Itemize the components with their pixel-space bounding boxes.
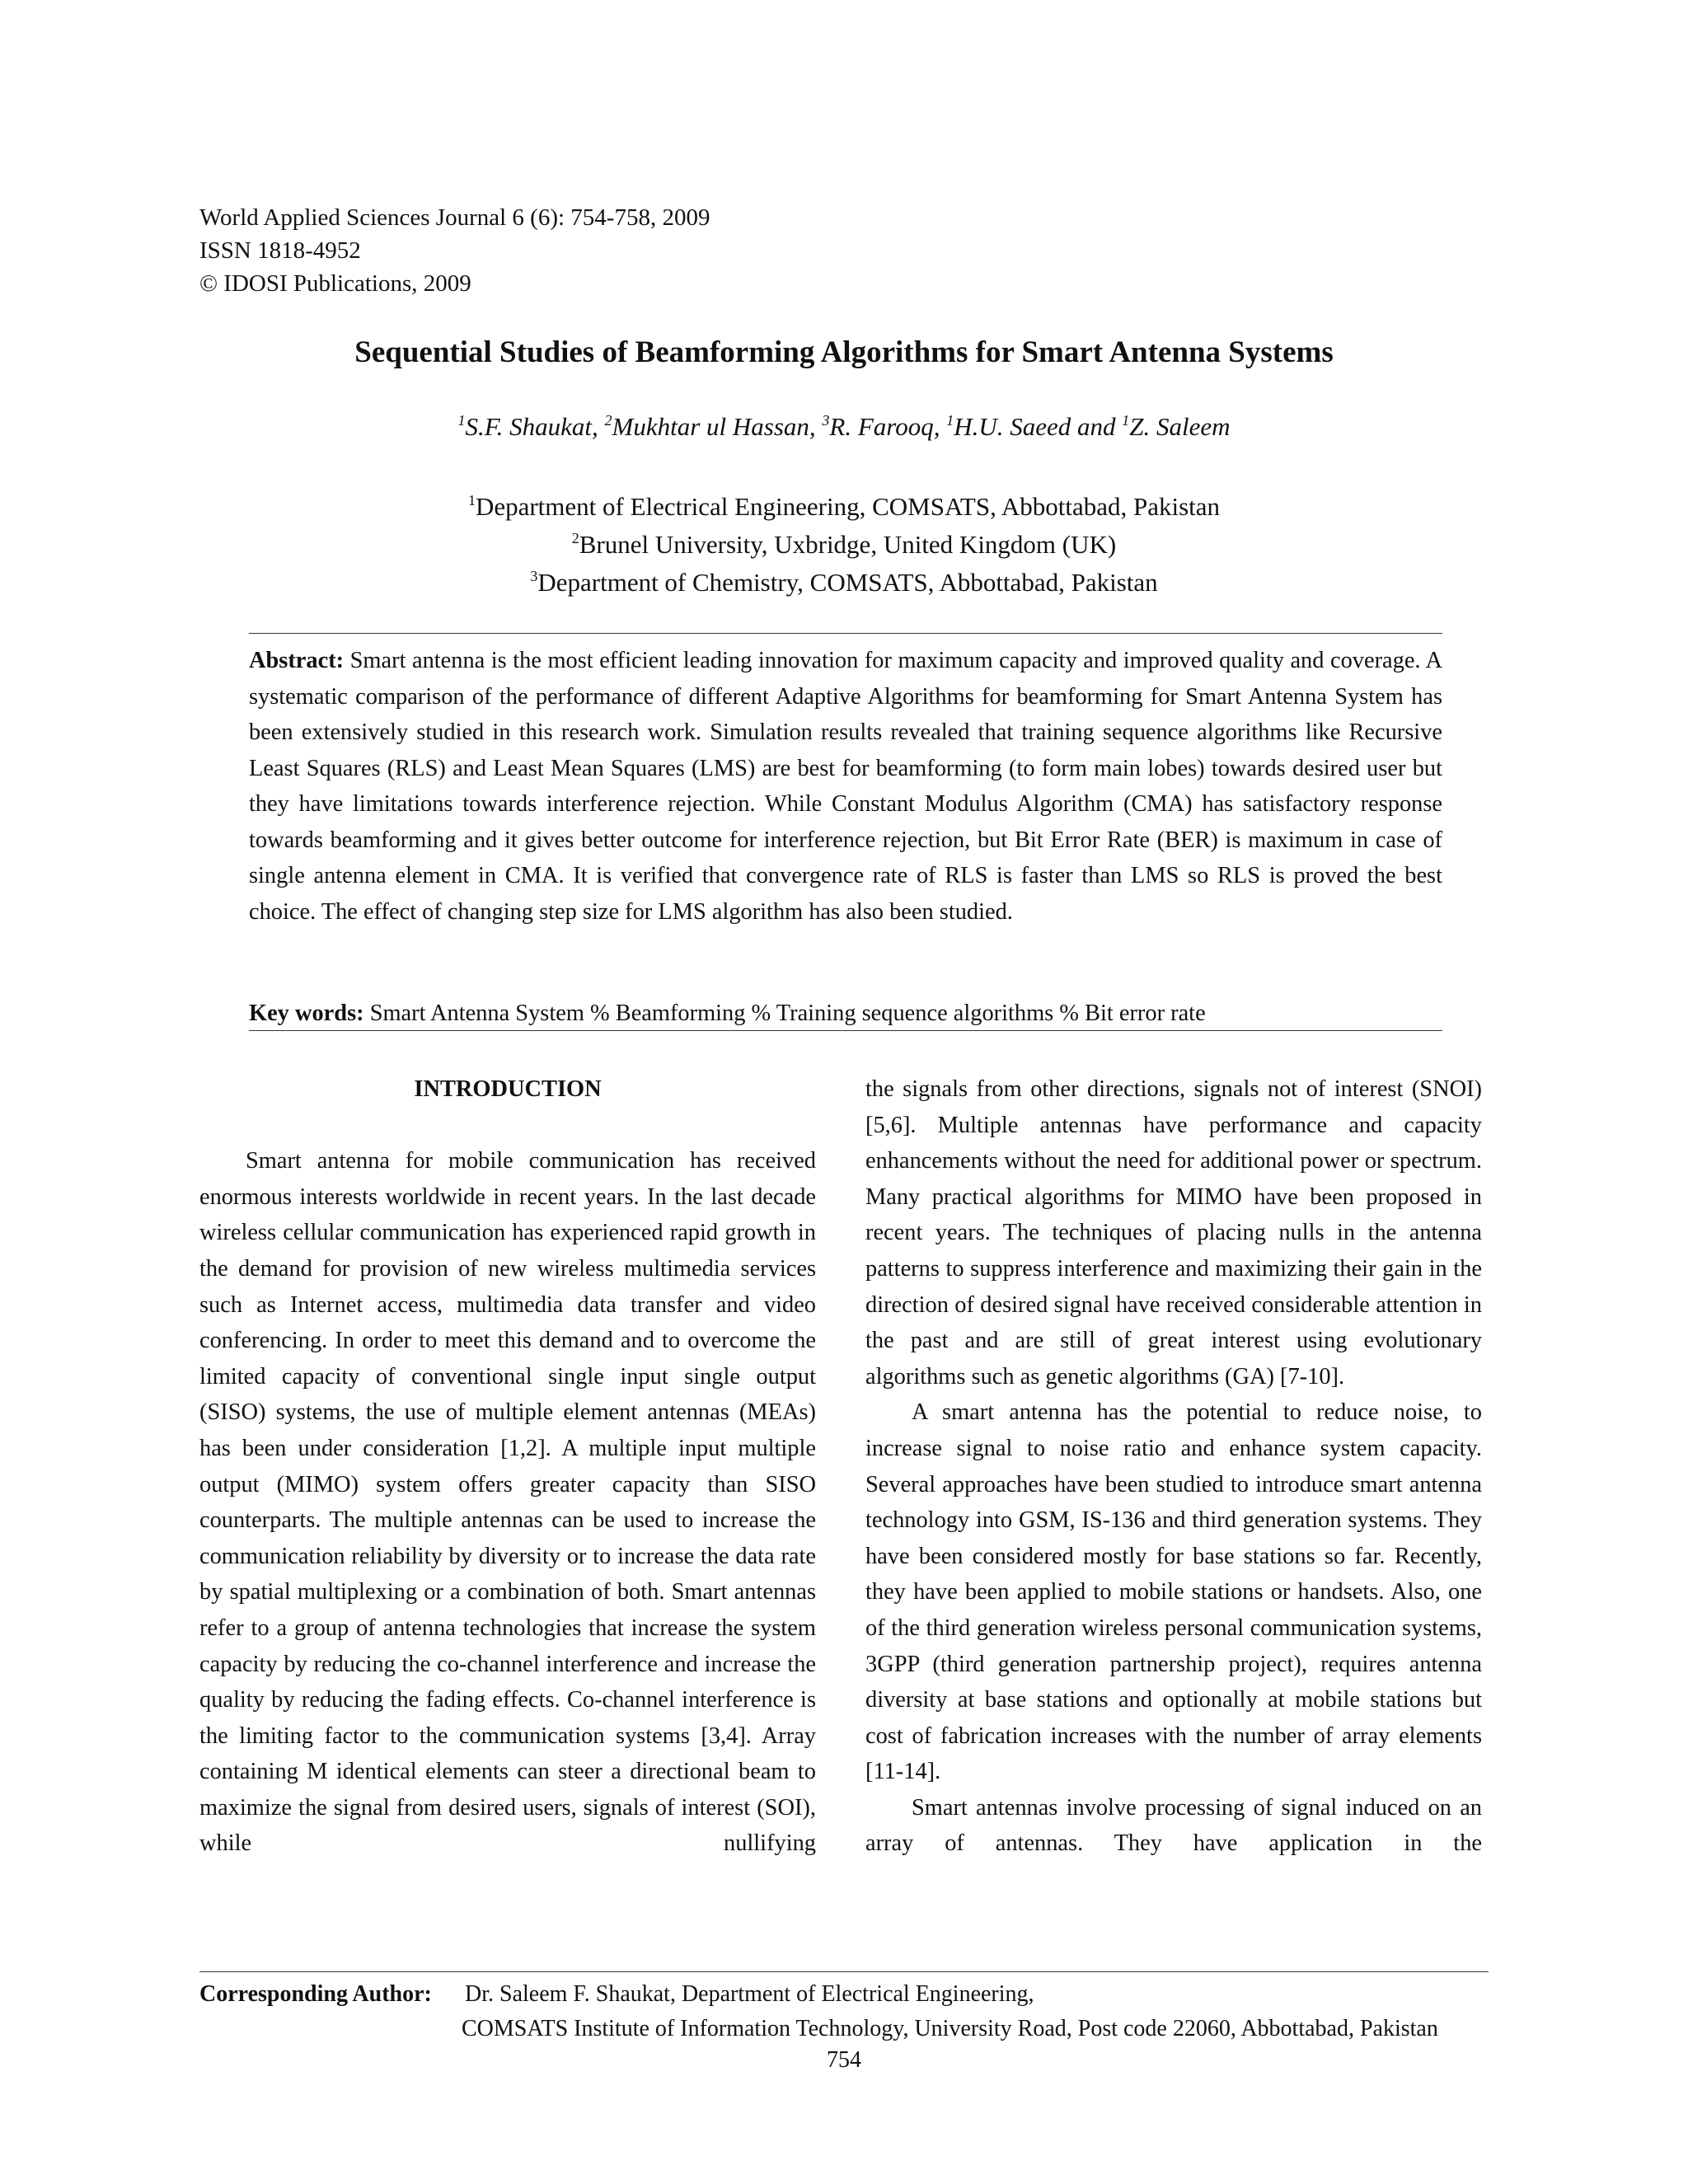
affiliation-sup: 2 bbox=[571, 530, 579, 546]
journal-issn: ISSN 1818-4952 bbox=[199, 237, 361, 264]
affiliation bbox=[0, 564, 1688, 602]
keywords-bottom-rule bbox=[249, 1030, 1442, 1031]
journal-header bbox=[199, 201, 710, 300]
affiliation-text: Department of Chemistry, COMSATS, Abbottabad, Pakistan bbox=[537, 568, 1158, 597]
affiliation-sup: 3 bbox=[530, 568, 538, 584]
paper-title: Sequential Studies of Beamforming Algorithms for Smart Antenna Systems bbox=[354, 335, 1334, 369]
journal-citation: World Applied Sciences Journal 6 (6): 754-758, 2009 bbox=[199, 204, 710, 231]
section-heading-introduction: INTRODUCTION bbox=[414, 1076, 602, 1102]
keywords-text: Smart Antenna System % Beamforming % Training sequence algorithms % Bit error rate bbox=[369, 1001, 1206, 1026]
affiliation-sup: 1 bbox=[467, 492, 476, 509]
author-list bbox=[0, 410, 1688, 443]
corresponding-author-label: Corresponding Author: bbox=[199, 1981, 432, 2007]
author-sup: 2 bbox=[604, 412, 612, 429]
affiliation bbox=[0, 488, 1688, 526]
intro-paragraph-right-3: Smart antennas involve processing of signal induced on an array of antennas. They have application in the bbox=[865, 1794, 1482, 1857]
right-column bbox=[865, 1071, 1482, 1862]
author-name: H.U. Saeed and bbox=[954, 412, 1123, 441]
author-name: Z. Saleem bbox=[1129, 412, 1231, 441]
affiliation-list bbox=[0, 488, 1688, 602]
author-sup: 1 bbox=[457, 412, 466, 429]
keywords bbox=[249, 997, 1442, 1030]
affiliation-text: Department of Electrical Engineering, COMSATS, Abbottabad, Pakistan bbox=[475, 492, 1221, 521]
intro-paragraph-right-2: A smart antenna has the potential to reduce noise, to increase signal to noise ratio and enhance system capacity. Several approaches have been studied to introduce smart antenna technology into GSM, IS-136 and third generation systems. They have been considered mostly for base stations so far. Recently, they have been applied to mobile stations or handsets. Also, one of the third generation wireless personal communication systems, 3GPP (third generation partnership project), requires antenna diversity at base stations and optionally at mobile stations but cost of fabrication increases with the number of array elements [11-14]. bbox=[865, 1399, 1482, 1785]
affiliation bbox=[0, 526, 1688, 564]
abstract bbox=[249, 643, 1442, 930]
intro-paragraph-right-1: the signals from other directions, signals not of interest (SNOI) [5,6]. Multiple antennas have performance and capacity enhancements without the need for additional power or spectrum. Many practical algorithms for MIMO have been proposed in recent years. The techniques of placing nulls in the antenna patterns to suppress interference and maximizing their gain in the direction of desired signal have received considerable attention in the past and are still of great interest using evolutionary algorithms such as genetic algorithms (GA) [7-10]. bbox=[865, 1076, 1482, 1390]
footer-rule bbox=[199, 1971, 1489, 1972]
journal-publisher: © IDOSI Publications, 2009 bbox=[199, 270, 471, 297]
abstract-top-rule bbox=[249, 633, 1442, 634]
abstract-label: Abstract: bbox=[249, 648, 345, 673]
corresponding-author-line-1: Dr. Saleem F. Shaukat, Department of Electrical Engineering, bbox=[465, 1981, 1034, 2007]
abstract-text: Smart antenna is the most efficient leading innovation for maximum capacity and improved quality and coverage. A systematic comparison of the performance of different Adaptive Algorithms for beamforming for Smart Antenna System has been extensively studied in this research work. Simulation results revealed that training sequence algorithms like Recursive Least Squares (RLS) and Least Mean Squares (LMS) are best for beamforming (to form main lobes) towards desired user but they have limitations towards interference rejection. While Constant Modulus Algorithm (CMA) has satisfactory response towards beamforming and it gives better outcome for interference rejection, but Bit Error Rate (BER) is maximum in case of single antenna element in CMA. It is verified that convergence rate of RLS is faster than LMS so RLS is proved the best choice. The effect of changing step size for LMS algorithm has also been studied. bbox=[249, 648, 1442, 925]
affiliation-text: Brunel University, Uxbridge, United Kingdom (UK) bbox=[579, 530, 1117, 559]
keywords-label: Key words: bbox=[249, 1001, 364, 1026]
author-name: S.F. Shaukat, bbox=[465, 412, 605, 441]
author-name: Mukhtar ul Hassan, bbox=[612, 412, 823, 441]
intro-paragraph-left: Smart antenna for mobile communication has received enormous interests worldwide in recent years. In the last decade wireless cellular communication has experienced rapid growth in the demand for provision of new wireless multimedia services such as Internet access, multimedia data transfer and video conferencing. In order to meet this demand and to overcome the limited capacity of conventional single input single output (SISO) systems, the use of multiple element antennas (MEAs) has been under consideration [1,2]. A multiple input multiple output (MIMO) system offers greater capacity than SISO counterparts. The multiple antennas can be used to increase the communication reliability by diversity or to increase the data rate by spatial multiplexing or a combination of both. Smart antennas refer to a group of antenna technologies that increase the system capacity by reducing the co-channel interference and increase the quality by reducing the fading effects. Co-channel interference is the limiting factor to the communication systems [3,4]. Array containing M identical elements can steer a directional beam to maximize the signal from desired users, signals of interest (SOI), while nullifying bbox=[199, 1148, 816, 1857]
page-number: 754 bbox=[827, 2047, 861, 2073]
author-sup: 3 bbox=[822, 412, 830, 429]
author-name: R. Farooq, bbox=[829, 412, 947, 441]
corresponding-author-line-2: COMSATS Institute of Information Technology, University Road, Post code 22060, Abbottabad, Pakistan bbox=[462, 2016, 1438, 2041]
author-sup: 1 bbox=[946, 412, 954, 429]
left-column bbox=[199, 1071, 816, 1862]
author-sup: 1 bbox=[1122, 412, 1130, 429]
